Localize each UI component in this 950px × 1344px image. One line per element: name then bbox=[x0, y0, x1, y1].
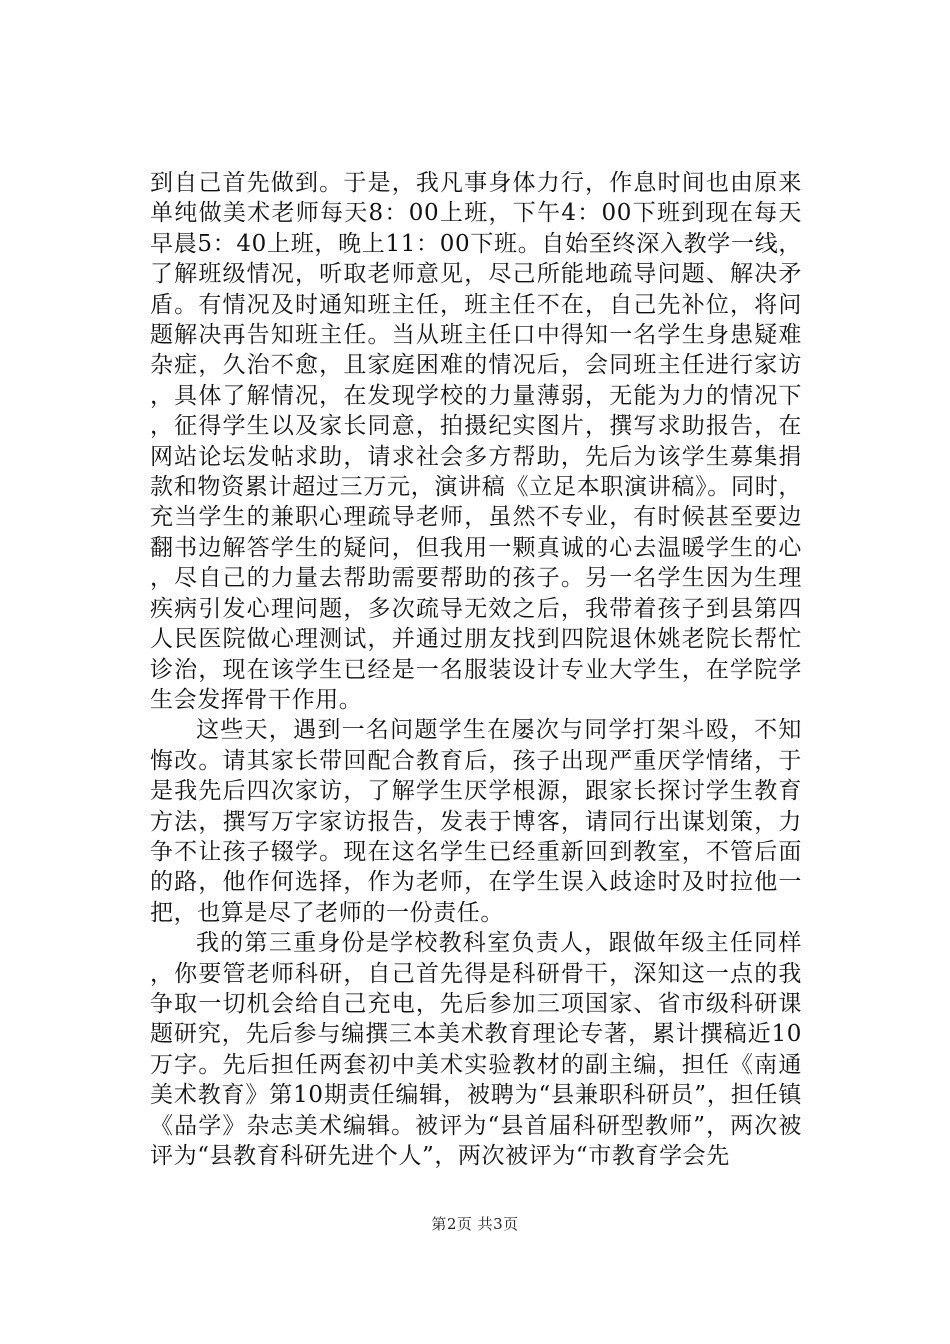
page-footer: 第2页 共3页 bbox=[431, 1215, 519, 1233]
paragraph-2: 这些天，遇到一名问题学生在屡次与同学打架斗殴，不知悔改。请其家长带回配合教育后，孩子出现严重厌学情绪，于是我先后四次家访，了解学生厌学根源，跟家长探讨学生教育方法，撰写万字家访报告，发表于博客，请同行出谋划策，力争不让孩子辍学。现在这名学生已经重新回到教室，不管后面的路，他作何选择，作为老师，在学生误入歧途时及时拉他一把，也算是尽了老师的一份责任。 bbox=[150, 717, 802, 926]
paragraph-3: 我的第三重身份是学校教科室负责人，跟做年级主任同样，你要管老师科研，自己首先得是科研骨干，深知这一点的我争取一切机会给自己充电，先后参加三项国家、省市级科研课题研究，先后参与编撰三本美术教育理论专著，累计撰稿近10万字。先后担任两套初中美术实验教材的副主编，担任《南通美术教育》第10期责任编辑，被聘为“县兼职科研员”，担任镇《品学》杂志美术编辑。被评为“县首届科研型教师”，两次被评为“县教育科研先进个人”，两次被评为“市教育学会先 bbox=[150, 930, 802, 1169]
document-body bbox=[150, 168, 802, 1171]
paragraph-1: 到自己首先做到。于是，我凡事身体力行，作息时间也由原来单纯做美术老师每天8：00上班，下午4：00下班到现在每天早晨5：40上班，晚上11：00下班。自始至终深入教学一线，了解班级情况，听取老师意见，尽己所能地疏导问题、解决矛盾。有情况及时通知班主任，班主任不在，自己先补位，将问题解决再告知班主任。当从班主任口中得知一名学生身患疑难杂症，久治不愈，且家庭困难的情况后，会同班主任进行家访，具体了解情况，在发现学校的力量薄弱，无能为力的情况下，征得学生以及家长同意，拍摄纪实图片，撰写求助报告，在网站论坛发帖求助，请求社会多方帮助，先后为该学生募集捐款和物资累计超过三万元，演讲稿《立足本职演讲稿》。同时，充当学生的兼职心理疏导老师，虽然不专业，有时候甚至要边翻书边解答学生的疑问，但我用一颗真诚的心去温暖学生的心，尽自己的力量去帮助需要帮助的孩子。另一名学生因为生理疾病引发心理问题，多次疏导无效之后，我带着孩子到县第四人民医院做心理测试，并通过朋友找到四院退休姚老院长帮忙诊治，现在该学生已经是一名服装设计专业大学生，在学院学生会发挥骨干作用。 bbox=[150, 170, 802, 713]
